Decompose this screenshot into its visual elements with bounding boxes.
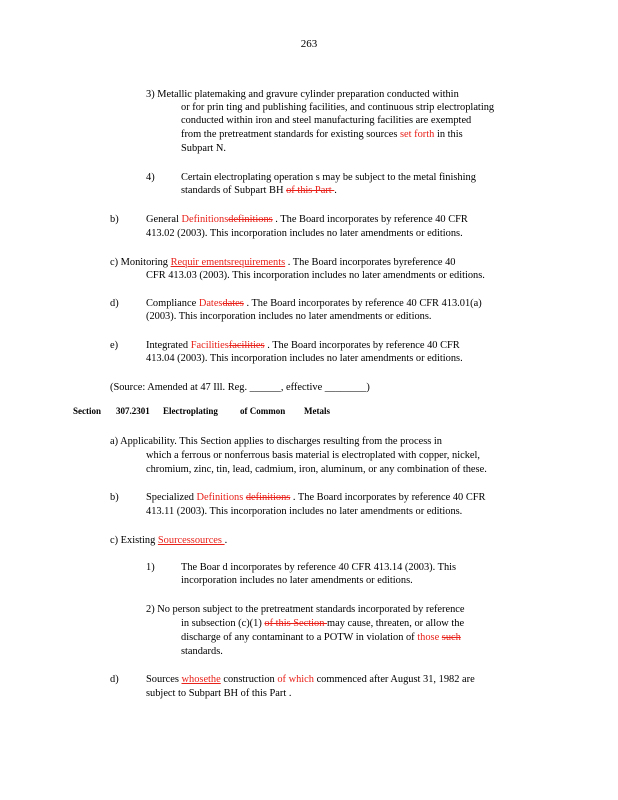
inserted-text: Requir xyxy=(170,257,202,268)
para-e-label: e) xyxy=(110,340,119,351)
sec-d-line-2: subject to Subpart BH of this Part . xyxy=(146,688,292,699)
sec-c-line: c) Existing Sourcessources . xyxy=(110,535,228,546)
para-c-line-2: CFR 413.03 (2003). This incorporation includes no later amendments or editions. xyxy=(146,270,485,281)
para-e-line-2: 413.04 (2003). This incorporation includes no later amendments or editions. xyxy=(146,353,463,364)
sec-c1-line-1: The Boar d incorporates by reference 40 CFR 413.14 (2003). This xyxy=(181,562,457,573)
sec-c2-line-4: standards. xyxy=(181,646,223,657)
sec-b-line-2: 413.11 (2003). This incorporation includes no later amendments or editions. xyxy=(146,506,463,517)
sec-d-line-1: Sources whosethe construction of which commenced after August 31, 1982 are xyxy=(146,674,475,685)
deleted-text: definitions xyxy=(228,214,273,225)
para-3-line-5: Subpart N. xyxy=(181,143,227,154)
para-b-line-1: General Definitionsdefinitions . The Board incorporates by reference 40 CFR xyxy=(146,214,468,225)
sec-c2-line-2: in subsection (c)(1) of this Section may cause, threaten, or allow the xyxy=(181,618,465,629)
section-title-part-1: Electroplating xyxy=(163,406,218,416)
para-3-line-1: 3) Metallic platemaking and gravure cylinder preparation conducted within xyxy=(146,89,459,100)
inserted-text: set forth xyxy=(400,129,435,140)
para-e-line-1: Integrated Facilitiesfacilities . The Board incorporates by reference 40 CFR xyxy=(146,340,460,351)
deleted-text: of this Section xyxy=(264,618,328,629)
para-b-line-2: 413.02 (2003). This incorporation includes no later amendments or editions. xyxy=(146,228,463,239)
section-label: Section xyxy=(73,406,101,416)
para-3-line-3: conducted within iron and steel manufacturing facilities are exempted xyxy=(181,115,472,126)
para-d-line-2: (2003). This incorporation includes no later amendments or editions. xyxy=(146,311,432,322)
inserted-text: ementsrequirements xyxy=(201,257,286,268)
inserted-text: Dates xyxy=(198,298,223,309)
para-b-label: b) xyxy=(110,214,119,225)
inserted-text: of which xyxy=(277,674,314,685)
sec-d-label: d) xyxy=(110,674,119,685)
deleted-text: of this Part xyxy=(286,185,335,196)
source-note: (Source: Amended at 47 Ill. Reg. ______, effective ________) xyxy=(110,382,370,393)
inserted-text: Definitions xyxy=(196,492,246,503)
deleted-text: facilities xyxy=(228,340,265,351)
para-4-number: 4) xyxy=(146,172,155,183)
para-3-line-2: or for prin ting and publishing facilities, and continuous strip electroplating xyxy=(181,102,495,113)
sec-a-line-1: a) Applicability. This Section applies to discharges resulting from the process in xyxy=(110,436,442,447)
inserted-text: whosethe xyxy=(181,674,221,685)
sec-c2-line-1: 2) No person subject to the pretreatment standards incorporated by reference xyxy=(146,604,465,615)
section-title-part-3: Metals xyxy=(304,406,330,416)
section-number: 307.2301 xyxy=(116,406,150,416)
inserted-text: Sourcessources xyxy=(157,535,225,546)
sec-a-line-3: chromium, zinc, tin, lead, cadmium, iron, aluminum, or any combination of these. xyxy=(146,464,487,475)
inserted-text: Definitions xyxy=(181,214,229,225)
inserted-text: Facilities xyxy=(190,340,229,351)
deleted-text: definitions xyxy=(245,492,291,503)
sec-c2-line-3: discharge of any contaminant to a POTW in violation of those such xyxy=(181,632,461,643)
para-c-line-1: c) Monitoring Requir ementsrequirements . The Board incorporates byreference 40 xyxy=(110,257,456,268)
sec-c1-number: 1) xyxy=(146,562,155,573)
sec-c1-line-2: incorporation includes no later amendments or editions. xyxy=(181,575,413,586)
para-4-line-1: Certain electroplating operation s may be subject to the metal finishing xyxy=(181,172,476,183)
section-title-part-2: of Common xyxy=(240,406,286,416)
para-4-line-2: standards of Subpart BH of this Part . xyxy=(181,185,337,196)
page-number: 263 xyxy=(300,38,318,50)
deleted-text: such xyxy=(441,632,461,643)
deleted-text: dates xyxy=(222,298,244,309)
para-d-label: d) xyxy=(110,298,119,309)
sec-a-line-2: which a ferrous or nonferrous basis material is electroplated with copper, nickel, xyxy=(146,450,480,461)
sec-b-label: b) xyxy=(110,492,119,503)
inserted-text: those xyxy=(417,632,442,643)
sec-b-line-1: Specialized Definitions definitions . The Board incorporates by reference 40 CFR xyxy=(146,492,486,503)
para-d-line-1: Compliance Datesdates . The Board incorporates by reference 40 CFR 413.01(a) xyxy=(146,298,482,309)
para-3-line-4: from the pretreatment standards for existing sources set forth in this xyxy=(181,129,463,140)
